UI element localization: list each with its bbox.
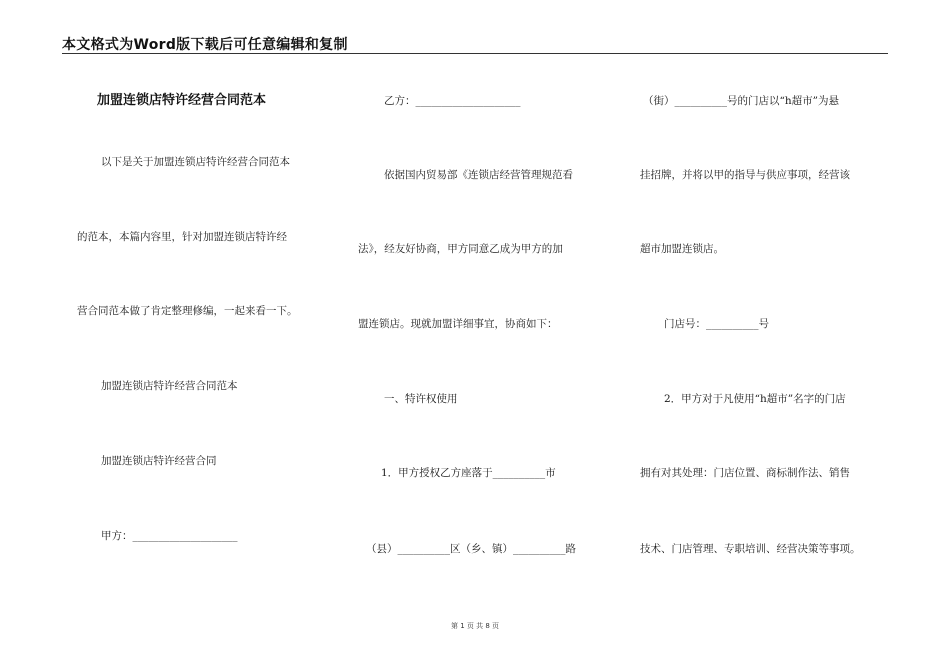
paragraph-line: 技术、门店管理、专职培训、经营决策等事项。 [640,543,861,555]
paragraph-line: 拥有对其处理：门店位置、商标制作法、销售 [640,467,850,479]
section-heading: 加盟连锁店特许经营合同 [101,455,217,467]
section-heading: 加盟连锁店特许经营合同范本 [101,380,238,392]
section-heading: 一、特许权使用 [384,393,458,405]
paragraph-line: 1．甲方授权乙方座落于__________市 [381,467,556,479]
paragraph-line: 法》，经友好协商，甲方同意乙成为甲方的加 [358,243,563,255]
paragraph-line: 盟连锁店。现就加盟详细事宜，协商如下： [358,318,558,330]
paragraph-line: （街）__________号的门店以“h超市”为悬 [643,95,839,107]
paragraph-line: 2．甲方对于凡使用“h超市”名字的门店 [664,393,846,405]
paragraph-line: 依据国内贸易部《连锁店经营管理规范看 [384,169,573,181]
paragraph-line: 的范本，本篇内容里，针对加盟连锁店特许经 [77,231,287,243]
document-header: 本文格式为Word版下载后可任意编辑和复制 [62,37,348,53]
paragraph-line: 挂招牌，并将以甲的指导与供应事项，经营该 [640,169,850,181]
store-number-line: 门店号：__________号 [664,318,769,330]
header-divider [62,53,888,54]
page-number: 第 1 页 共 8 页 [450,622,500,630]
document-title: 加盟连锁店特许经营合同范本 [97,93,267,108]
paragraph-line: 以下是关于加盟连锁店特许经营合同范本 [101,156,290,168]
paragraph-line: 超市加盟连锁店。 [640,243,724,255]
party-a-line: 甲方：____________________ [101,530,238,542]
party-b-line: 乙方：____________________ [384,95,521,107]
paragraph-line: （县）__________区（乡、镇）__________路 [366,543,576,555]
paragraph-line: 营合同范本做了肯定整理修编，一起来看一下。 [77,305,298,317]
